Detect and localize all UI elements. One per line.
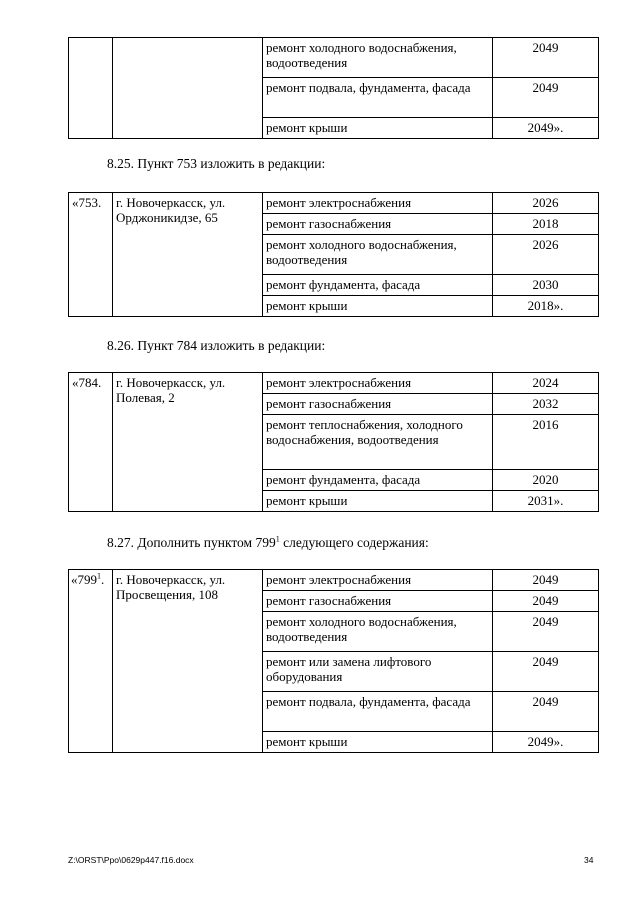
year-cell: 2030 bbox=[493, 275, 599, 296]
year-cell: 2049 bbox=[493, 612, 599, 652]
year-cell: 2024 bbox=[493, 373, 599, 394]
paragraph-text: следующего содержания: bbox=[279, 535, 429, 550]
address-cell: г. Новочеркасск, ул. Орджоникидзе, 65 bbox=[113, 193, 263, 317]
work-cell: ремонт газоснабжения bbox=[263, 591, 493, 612]
works-table-799-1 bbox=[68, 569, 599, 753]
year-cell: 2049 bbox=[493, 570, 599, 591]
work-cell: ремонт газоснабжения bbox=[263, 214, 493, 235]
work-cell: ремонт теплоснабжения, холодного водоснабжения, водоотведения bbox=[263, 415, 493, 470]
superscript: 1 bbox=[97, 571, 101, 581]
item-number: «799 bbox=[71, 572, 97, 587]
item-number-end: . bbox=[101, 572, 105, 587]
year-cell: 2049 bbox=[493, 692, 599, 732]
work-cell: ремонт электроснабжения bbox=[263, 570, 493, 591]
work-cell: ремонт подвала, фундамента, фасада bbox=[263, 78, 493, 118]
year-cell: 2026 bbox=[493, 193, 599, 214]
year-cell: 2049 bbox=[493, 78, 599, 118]
year-cell: 2049». bbox=[493, 118, 599, 139]
year-cell: 2018 bbox=[493, 214, 599, 235]
work-cell: ремонт электроснабжения bbox=[263, 193, 493, 214]
year-cell: 2018». bbox=[493, 296, 599, 317]
year-cell: 2049 bbox=[493, 652, 599, 692]
work-cell: ремонт холодного водоснабжения, водоотведения bbox=[263, 235, 493, 275]
paragraph-8-25: 8.25. Пункт 753 изложить в редакции: bbox=[107, 156, 326, 171]
year-cell: 2049». bbox=[493, 732, 599, 753]
table-row bbox=[69, 570, 599, 591]
paragraph-text: 8.27. Дополнить пунктом 799 bbox=[107, 535, 276, 550]
year-cell: 2020 bbox=[493, 470, 599, 491]
year-cell: 2026 bbox=[493, 235, 599, 275]
work-cell: ремонт холодного водоснабжения, водоотведения bbox=[263, 612, 493, 652]
superscript: 1 bbox=[275, 534, 280, 544]
work-cell: ремонт фундамента, фасада bbox=[263, 470, 493, 491]
footer-page-number: 34 bbox=[584, 855, 594, 865]
table-row bbox=[69, 38, 599, 78]
year-cell: 2031». bbox=[493, 491, 599, 512]
work-cell: ремонт или замена лифтового оборудования bbox=[263, 652, 493, 692]
work-cell: ремонт холодного водоснабжения, водоотведения bbox=[263, 38, 493, 78]
work-cell: ремонт крыши bbox=[263, 296, 493, 317]
work-cell: ремонт подвала, фундамента, фасада bbox=[263, 692, 493, 732]
work-cell: ремонт электроснабжения bbox=[263, 373, 493, 394]
item-number-cell bbox=[69, 570, 113, 753]
table-row bbox=[69, 373, 599, 394]
item-number-cell: «753. bbox=[69, 193, 113, 317]
works-table-784 bbox=[68, 372, 599, 512]
work-cell: ремонт газоснабжения bbox=[263, 394, 493, 415]
year-cell: 2016 bbox=[493, 415, 599, 470]
table-row bbox=[69, 193, 599, 214]
works-table-continuation bbox=[68, 37, 599, 139]
work-cell: ремонт фундамента, фасада bbox=[263, 275, 493, 296]
year-cell: 2049 bbox=[493, 38, 599, 78]
year-cell: 2049 bbox=[493, 591, 599, 612]
year-cell: 2032 bbox=[493, 394, 599, 415]
item-number-cell bbox=[69, 38, 113, 139]
works-table-753 bbox=[68, 192, 599, 317]
paragraph-8-27 bbox=[107, 535, 429, 551]
work-cell: ремонт крыши bbox=[263, 491, 493, 512]
work-cell: ремонт крыши bbox=[263, 732, 493, 753]
footer-file-path: Z:\ORST\Ppo\0629p447.f16.docx bbox=[68, 855, 194, 865]
paragraph-8-26: 8.26. Пункт 784 изложить в редакции: bbox=[107, 338, 326, 353]
address-cell bbox=[113, 38, 263, 139]
item-number-cell: «784. bbox=[69, 373, 113, 512]
address-cell: г. Новочеркасск, ул. Полевая, 2 bbox=[113, 373, 263, 512]
work-cell: ремонт крыши bbox=[263, 118, 493, 139]
address-cell: г. Новочеркасск, ул. Просвещения, 108 bbox=[113, 570, 263, 753]
